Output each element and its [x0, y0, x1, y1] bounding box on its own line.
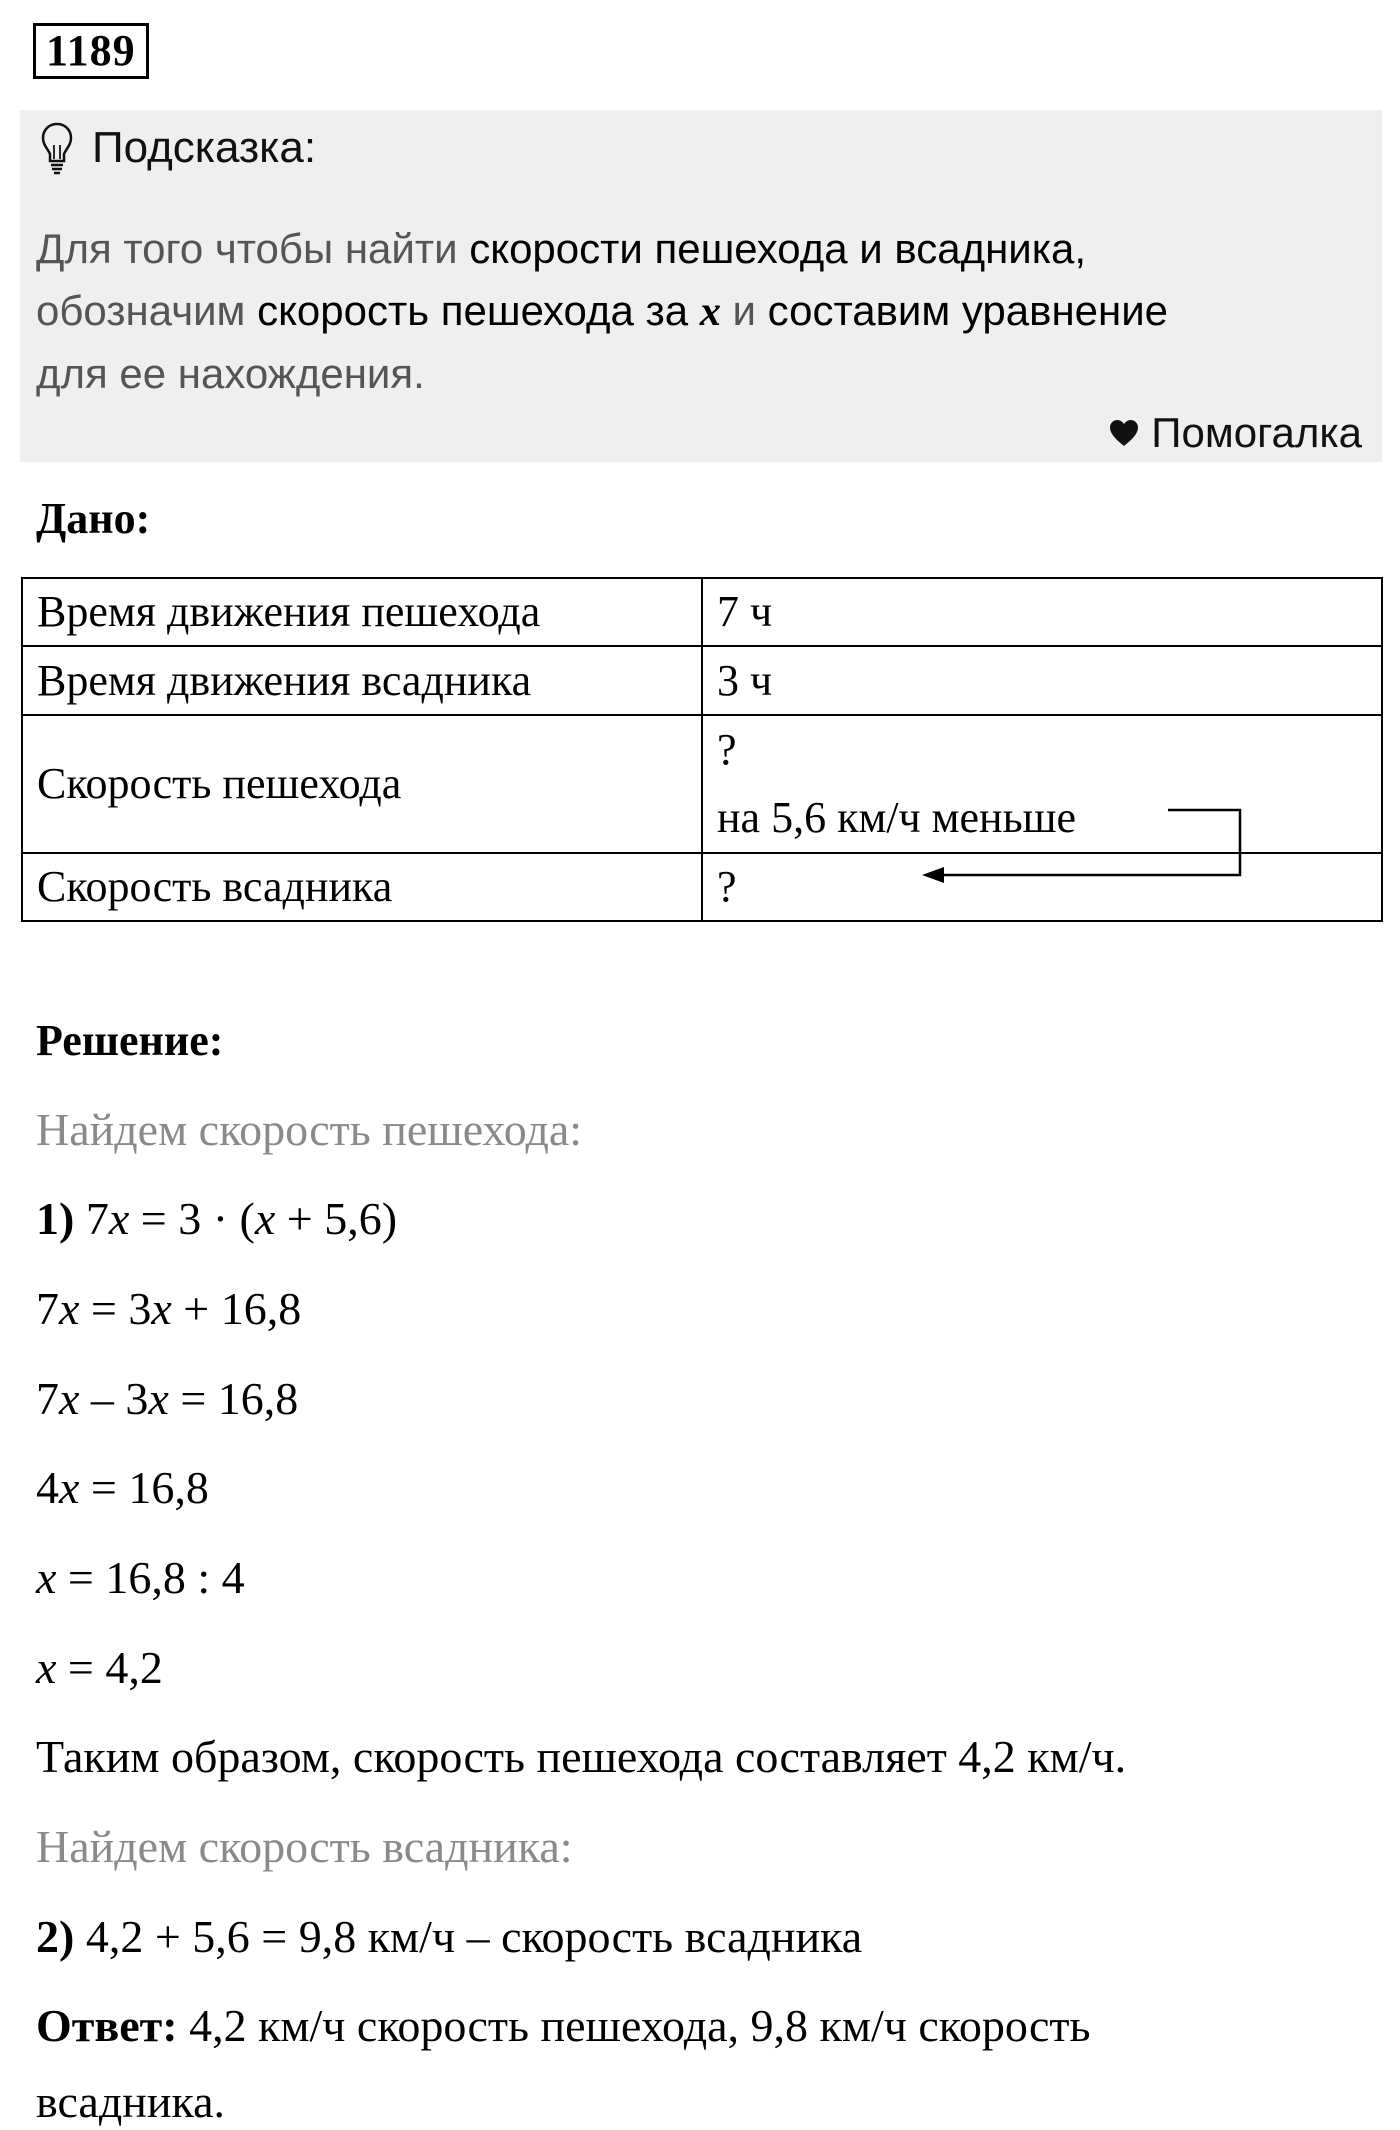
- eq-variable: x: [36, 1642, 57, 1693]
- solution-heading: Решение:: [36, 1016, 224, 1065]
- table-cell-value: ?: [702, 853, 1382, 921]
- given-table: [21, 577, 1383, 922]
- hint-text-part: и: [720, 287, 768, 334]
- equation-line: [36, 1910, 862, 1963]
- eq-part: = 4,2: [56, 1642, 163, 1693]
- answer-line: [36, 1999, 1090, 2052]
- step-caption: Найдем скорость пешехода:: [36, 1104, 583, 1155]
- table-cell-label: Время движения всадника: [22, 646, 702, 715]
- eq-part: = 3: [79, 1283, 152, 1334]
- equation-line: [36, 1551, 245, 1604]
- eq-part: 7: [74, 1193, 109, 1244]
- equation-line: [36, 1372, 298, 1425]
- table-cell-label: Скорость пешехода: [22, 715, 702, 853]
- eq-variable: x: [254, 1193, 276, 1244]
- brand-name: Помогалка: [1151, 409, 1362, 456]
- eq-part: + 5,6): [275, 1193, 398, 1244]
- equation-line: [36, 1641, 163, 1694]
- step-number: 2): [36, 1911, 75, 1962]
- eq-part: = 16,8: [79, 1462, 209, 1513]
- task-number: 1189: [33, 23, 149, 79]
- hint-text: [36, 218, 1356, 405]
- equation-line: [36, 1192, 397, 1245]
- step-number: 1): [36, 1193, 75, 1244]
- table-row: [22, 853, 1382, 921]
- hint-header: [40, 118, 316, 178]
- answer-text: всадника.: [36, 2076, 226, 2127]
- eq-part: 7: [36, 1283, 59, 1334]
- brand: [1109, 408, 1362, 458]
- eq-part: = 16,8: [168, 1373, 299, 1424]
- eq-part: 4: [36, 1462, 59, 1513]
- given-heading: Дано:: [36, 494, 151, 543]
- table-cell-value: 7 ч: [702, 578, 1382, 646]
- eq-part: = 16,8 : 4: [56, 1552, 245, 1603]
- heart-icon: [1109, 419, 1139, 447]
- equation-line: [36, 1461, 209, 1514]
- hint-text-part: Для того чтобы найти: [36, 225, 470, 272]
- eq-variable: x: [59, 1283, 80, 1334]
- table-cell-label: Время движения пешехода: [22, 578, 702, 646]
- eq-part: – 3: [79, 1373, 149, 1424]
- step-caption: Найдем скорость всадника:: [36, 1821, 573, 1872]
- eq-variable: x: [59, 1373, 80, 1424]
- answer-text: 4,2 км/ч скорость пешехода, 9,8 км/ч скорость: [177, 2000, 1091, 2051]
- table-row: [22, 646, 1382, 715]
- eq-variable: x: [148, 1373, 169, 1424]
- table-cell-value: [702, 715, 1382, 853]
- hint-text-part: для ее нахождения.: [36, 350, 425, 397]
- eq-part: 7: [36, 1373, 59, 1424]
- hint-text-highlight: скорости пешехода и всадника,: [469, 225, 1087, 272]
- value-note: на 5,6 км/ч меньше: [717, 793, 1077, 842]
- hint-title: Подсказка:: [92, 123, 317, 172]
- hint-variable: x: [699, 289, 721, 335]
- equation-line: [36, 1282, 301, 1335]
- eq-variable: x: [36, 1552, 57, 1603]
- table-cell-value: 3 ч: [702, 646, 1382, 715]
- eq-variable: x: [108, 1193, 130, 1244]
- eq-part: + 16,8: [171, 1283, 302, 1334]
- eq-variable: x: [59, 1462, 80, 1513]
- table-cell-label: Скорость всадника: [22, 853, 702, 921]
- conclusion-text: Таким образом, скорость пешехода составляет 4,2 км/ч.: [36, 1731, 1127, 1782]
- hint-text-part: обозначим: [36, 287, 258, 334]
- answer-label: Ответ:: [36, 2000, 178, 2051]
- table-row: [22, 715, 1382, 853]
- hint-text-highlight: скорость пешехода за: [257, 287, 700, 334]
- eq-part: = 3 · (: [129, 1193, 255, 1244]
- answer-line: [36, 2075, 225, 2128]
- lightbulb-icon: [40, 121, 74, 175]
- eq-variable: x: [151, 1283, 172, 1334]
- table-row: [22, 578, 1382, 646]
- value-question: ?: [717, 725, 737, 774]
- hint-text-highlight: составим уравнение: [767, 287, 1169, 334]
- eq-part: 4,2 + 5,6 = 9,8 км/ч – скорость всадника: [74, 1911, 863, 1962]
